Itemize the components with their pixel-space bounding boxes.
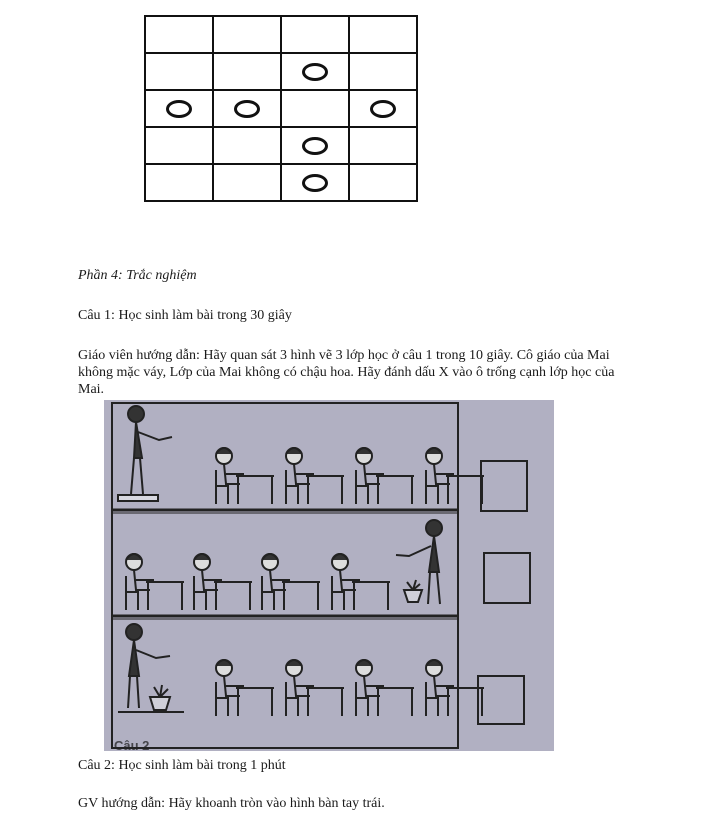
grid-cell xyxy=(213,164,281,201)
circle-mark xyxy=(234,100,260,118)
grid-row xyxy=(145,90,417,127)
grid-cell xyxy=(281,90,349,127)
grid-cell xyxy=(281,16,349,53)
grid-cell xyxy=(145,90,213,127)
grid-row xyxy=(145,16,417,53)
circle-mark xyxy=(302,174,328,192)
grid-cell xyxy=(213,53,281,90)
grid-row xyxy=(145,53,417,90)
grid-cell xyxy=(349,164,417,201)
question2-title: Câu 2: Học sinh làm bài trong 1 phút xyxy=(78,758,286,773)
image-fragment-text: Câu 2 xyxy=(114,738,150,751)
question1-title: Câu 1: Học sinh làm bài trong 30 giây xyxy=(78,308,292,323)
grid-cell xyxy=(349,127,417,164)
grid-cell xyxy=(145,53,213,90)
grid-cell xyxy=(349,16,417,53)
circle-mark xyxy=(166,100,192,118)
classroom-illustration xyxy=(104,400,554,751)
grid-row xyxy=(145,164,417,201)
grid-cell xyxy=(213,127,281,164)
answer-box-2[interactable] xyxy=(484,553,530,603)
circle-mark xyxy=(370,100,396,118)
teacher-row1 xyxy=(118,406,172,501)
circle-grid xyxy=(144,15,418,202)
teacher-row2 xyxy=(396,520,442,604)
question1-instruction: Giáo viên hướng dẫn: Hãy quan sát 3 hình vẽ 3 lớp học ở câu 1 trong 10 giây. Cô giáo của Mai không mặc váy, Lớp của Mai không có chậu hoa. Hãy đánh dấu X vào ô trống cạnh lớp học của Mai. xyxy=(78,348,615,397)
grid-cell xyxy=(145,127,213,164)
grid-cell xyxy=(213,90,281,127)
circle-mark xyxy=(302,63,328,81)
answer-box-3[interactable] xyxy=(478,676,524,724)
grid-cell xyxy=(145,16,213,53)
circle-mark xyxy=(302,137,328,155)
answer-box-1[interactable] xyxy=(481,461,527,511)
teacher-row3 xyxy=(118,624,184,712)
section-heading: Phần 4: Trắc nghiệm xyxy=(78,268,197,283)
question2-instruction: GV hướng dẫn: Hãy khoanh tròn vào hình bàn tay trái. xyxy=(78,796,385,811)
grid-cell xyxy=(281,53,349,90)
grid-row xyxy=(145,127,417,164)
grid-cell xyxy=(213,16,281,53)
grid-cell xyxy=(281,164,349,201)
grid-cell xyxy=(349,53,417,90)
grid-cell xyxy=(349,90,417,127)
grid-cell xyxy=(145,164,213,201)
grid-cell xyxy=(281,127,349,164)
